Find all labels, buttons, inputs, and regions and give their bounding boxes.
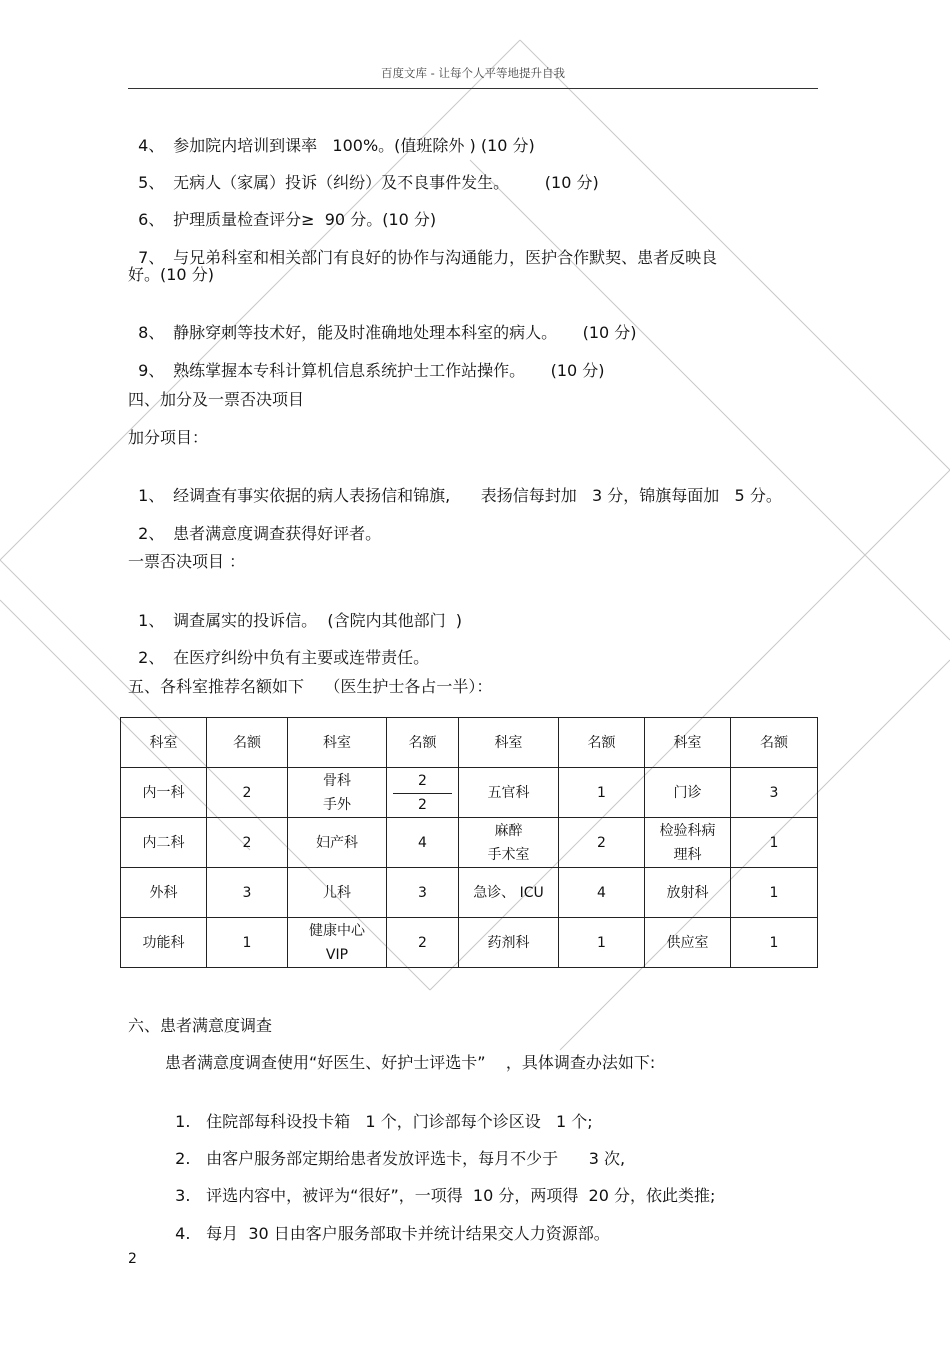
list-item: 4. 每月 30 日由客户服务部取卡并统计结果交人力资源部。 (175, 1224, 610, 1243)
quota-table (120, 717, 818, 968)
list-item: 1. 住院部每科设投卡箱 1 个，门诊部每个诊区设 1 个; (175, 1112, 593, 1131)
table-cell: 急诊、 ICU (459, 868, 559, 918)
column-header: 科室 (121, 718, 207, 768)
list-item: 2、 在医疗纠纷中负有主要或连带责任。 (138, 648, 430, 667)
table-cell: 4 (559, 868, 645, 918)
list-item: 5、 无病人（家属）投诉（纠纷）及不良事件发生。 (10 分) (138, 173, 599, 192)
column-header: 名额 (559, 718, 645, 768)
table-cell: 1 (731, 918, 818, 968)
table-cell: 内一科 (121, 768, 207, 818)
table-cell: 3 (207, 868, 288, 918)
table-cell: 功能科 (121, 918, 207, 968)
list-item: 3. 评选内容中，被评为“很好”，一项得 10 分，两项得 20 分，依此类推; (175, 1186, 716, 1205)
table-cell: 外科 (121, 868, 207, 918)
table-cell: 儿科 (288, 868, 387, 918)
table-cell: 3 (387, 868, 459, 918)
table-cell: 2 (559, 818, 645, 868)
column-header: 科室 (288, 718, 387, 768)
table-row (121, 918, 818, 968)
table-cell: 放射科 (645, 868, 731, 918)
paragraph: 患者满意度调查使用“好医生、好护士评选卡” ，具体调查办法如下: (165, 1053, 656, 1072)
table-row (121, 768, 818, 818)
table-cell: 五官科 (459, 768, 559, 818)
subsection-label: 加分项目： (128, 428, 209, 447)
table-cell: 1 (731, 818, 818, 868)
table-cell: 2 (207, 818, 288, 868)
table-cell: 妇产科 (288, 818, 387, 868)
column-header: 名额 (387, 718, 459, 768)
list-item-continuation: 好。(10 分) (128, 265, 214, 284)
table-cell: 2 (387, 918, 459, 968)
table-header-row (121, 718, 818, 768)
cell-divider (393, 793, 452, 794)
table-cell: 供应室 (645, 918, 731, 968)
table-cell: 检验科病 理科 (645, 818, 731, 868)
list-item: 9、 熟练掌握本专科计算机信息系统护士工作站操作。 (10 分) (138, 361, 605, 380)
section-title: 六、患者满意度调查 (128, 1016, 273, 1035)
list-item: 2. 由客户服务部定期给患者发放评选卡，每月不少于 3 次, (175, 1149, 626, 1168)
list-item: 2、 患者满意度调查获得好评者。 (138, 524, 382, 543)
section-title: 四、加分及一票否决项目 (128, 390, 305, 409)
table-cell: 4 (387, 818, 459, 868)
table-cell: 健康中心 VIP (288, 918, 387, 968)
table-cell: 1 (559, 918, 645, 968)
list-item: 7、 与兄弟科室和相关部门有良好的协作与沟通能力，医护合作默契、患者反映良 (138, 248, 718, 267)
table-row (121, 818, 818, 868)
table-cell: 2 (207, 768, 288, 818)
table-cell: 内二科 (121, 818, 207, 868)
table-cell: 门诊 (645, 768, 731, 818)
table-cell: 1 (559, 768, 645, 818)
page-header: 百度文库 - 让每个人平等地提升自我 (128, 62, 818, 89)
table-cell: 药剂科 (459, 918, 559, 968)
page-number: 2 (128, 1251, 137, 1267)
table-cell: 骨科 手外 (288, 768, 387, 818)
table-cell: 1 (731, 868, 818, 918)
list-item: 4、 参加院内培训到课率 100%。(值班除外 ) (10 分) (138, 136, 535, 155)
column-header: 科室 (645, 718, 731, 768)
column-header: 科室 (459, 718, 559, 768)
list-item: 8、 静脉穿刺等技术好，能及时准确地处理本科室的病人。 (10 分) (138, 323, 637, 342)
table-cell: 1 (207, 918, 288, 968)
table-cell: 麻醉 手术室 (459, 818, 559, 868)
subsection-label: 一票否决项目 ： (128, 552, 246, 571)
table-row (121, 868, 818, 918)
table-cell: 3 (731, 768, 818, 818)
list-item: 6、 护理质量检查评分≥ 90 分。(10 分) (138, 210, 437, 229)
table-cell-split: 2 2 (387, 768, 459, 818)
column-header: 名额 (731, 718, 818, 768)
column-header: 名额 (207, 718, 288, 768)
list-item: 1、 经调查有事实依据的病人表扬信和锦旗, 表扬信每封加 3 分，锦旗每面加 5 分。 (138, 486, 782, 505)
section-title: 五、各科室推荐名额如下 （医生护士各占一半）： (128, 677, 493, 696)
list-item: 1、 调查属实的投诉信。 (含院内其他部门 ) (138, 611, 463, 630)
